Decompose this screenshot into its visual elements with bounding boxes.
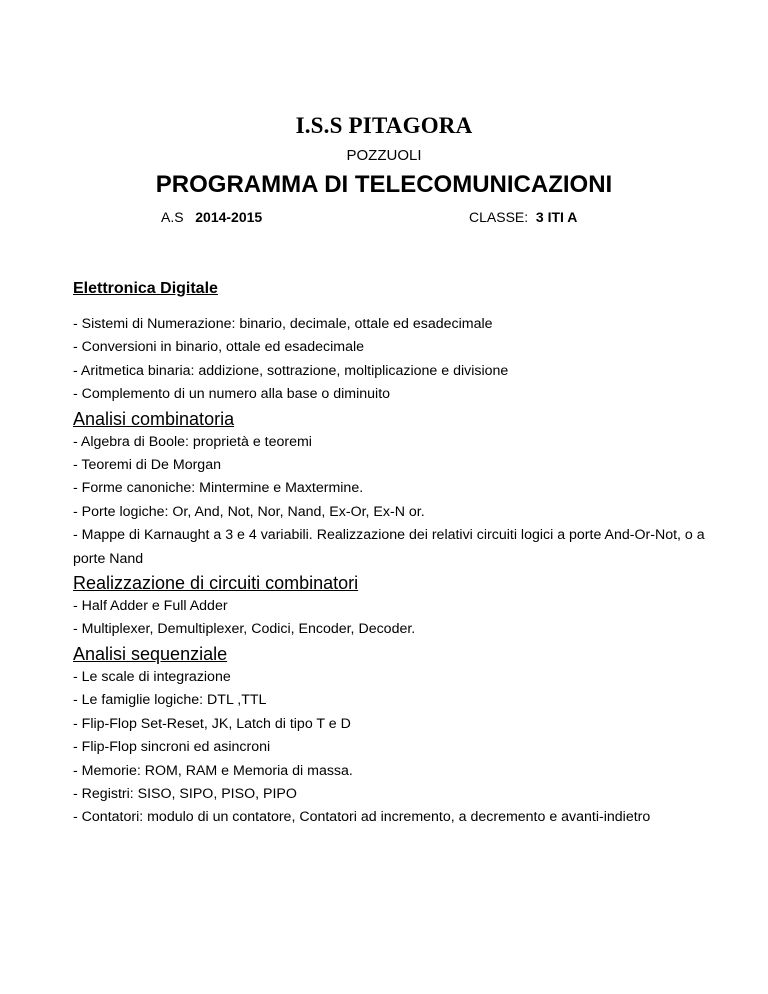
- list-item: - Algebra di Boole: proprietà e teoremi: [73, 433, 312, 450]
- list-item: - Registri: SISO, SIPO, PISO, PIPO: [73, 785, 297, 802]
- list-item: - Teoremi di De Morgan: [73, 457, 221, 474]
- list-item: - Memorie: ROM, RAM e Memoria di massa.: [73, 762, 353, 779]
- list-item: - Flip-Flop sincroni ed asincroni: [73, 739, 271, 756]
- list-item: - Aritmetica binaria: addizione, sottrazione, moltiplicazione e divisione: [73, 362, 509, 379]
- section-heading-analisi-sequenziale: Analisi sequenziale: [73, 643, 228, 664]
- section-heading-analisi-combinatoria: Analisi combinatoria: [73, 408, 235, 429]
- class-info: [469, 209, 577, 225]
- school-year: [161, 209, 262, 225]
- program-title: PROGRAMMA DI TELECOMUNICAZIONI: [155, 171, 613, 198]
- list-item: - Mappe di Karnaught a 3 e 4 variabili. Realizzazione dei relativi circuiti logici a porte And-Or-Not, o a porte Nand: [73, 527, 705, 567]
- list-item: - Porte logiche: Or, And, Not, Nor, Nand, Ex-Or, Ex-N or.: [73, 503, 425, 520]
- list-item: - Le scale di integrazione: [73, 668, 231, 685]
- list-item: - Le famiglie logiche: DTL ,TTL: [73, 692, 267, 709]
- school-name: I.S.S PITAGORA: [295, 113, 473, 138]
- section-heading-circuiti-combinatori: Realizzazione di circuiti combinatori: [73, 573, 359, 594]
- list-item: - Half Adder e Full Adder: [73, 598, 228, 615]
- class-label: CLASSE:: [469, 209, 529, 225]
- list-item: - Sistemi di Numerazione: binario, decimale, ottale ed esadecimale: [73, 316, 493, 332]
- list-item: - Flip-Flop Set-Reset, JK, Latch di tipo T e D: [73, 715, 351, 732]
- list-item: - Multiplexer, Demultiplexer, Codici, Encoder, Decoder.: [73, 621, 416, 638]
- school-year-label: A.S: [161, 209, 184, 225]
- section-heading-elettronica-digitale: Elettronica Digitale: [73, 280, 218, 297]
- list-item: - Complemento di un numero alla base o diminuito: [73, 386, 391, 403]
- school-year-value: 2014-2015: [195, 209, 263, 225]
- list-item: - Contatori: modulo di un contatore, Contatori ad incremento, a decremento e avanti-indietro: [73, 809, 651, 826]
- list-item: - Forme canoniche: Mintermine e Maxtermine.: [73, 480, 364, 497]
- list-item: - Conversioni in binario, ottale ed esadecimale: [73, 339, 365, 356]
- city-name: POZZUOLI: [346, 147, 422, 164]
- program-content: [73, 276, 713, 830]
- class-value: 3 ITI A: [535, 209, 578, 225]
